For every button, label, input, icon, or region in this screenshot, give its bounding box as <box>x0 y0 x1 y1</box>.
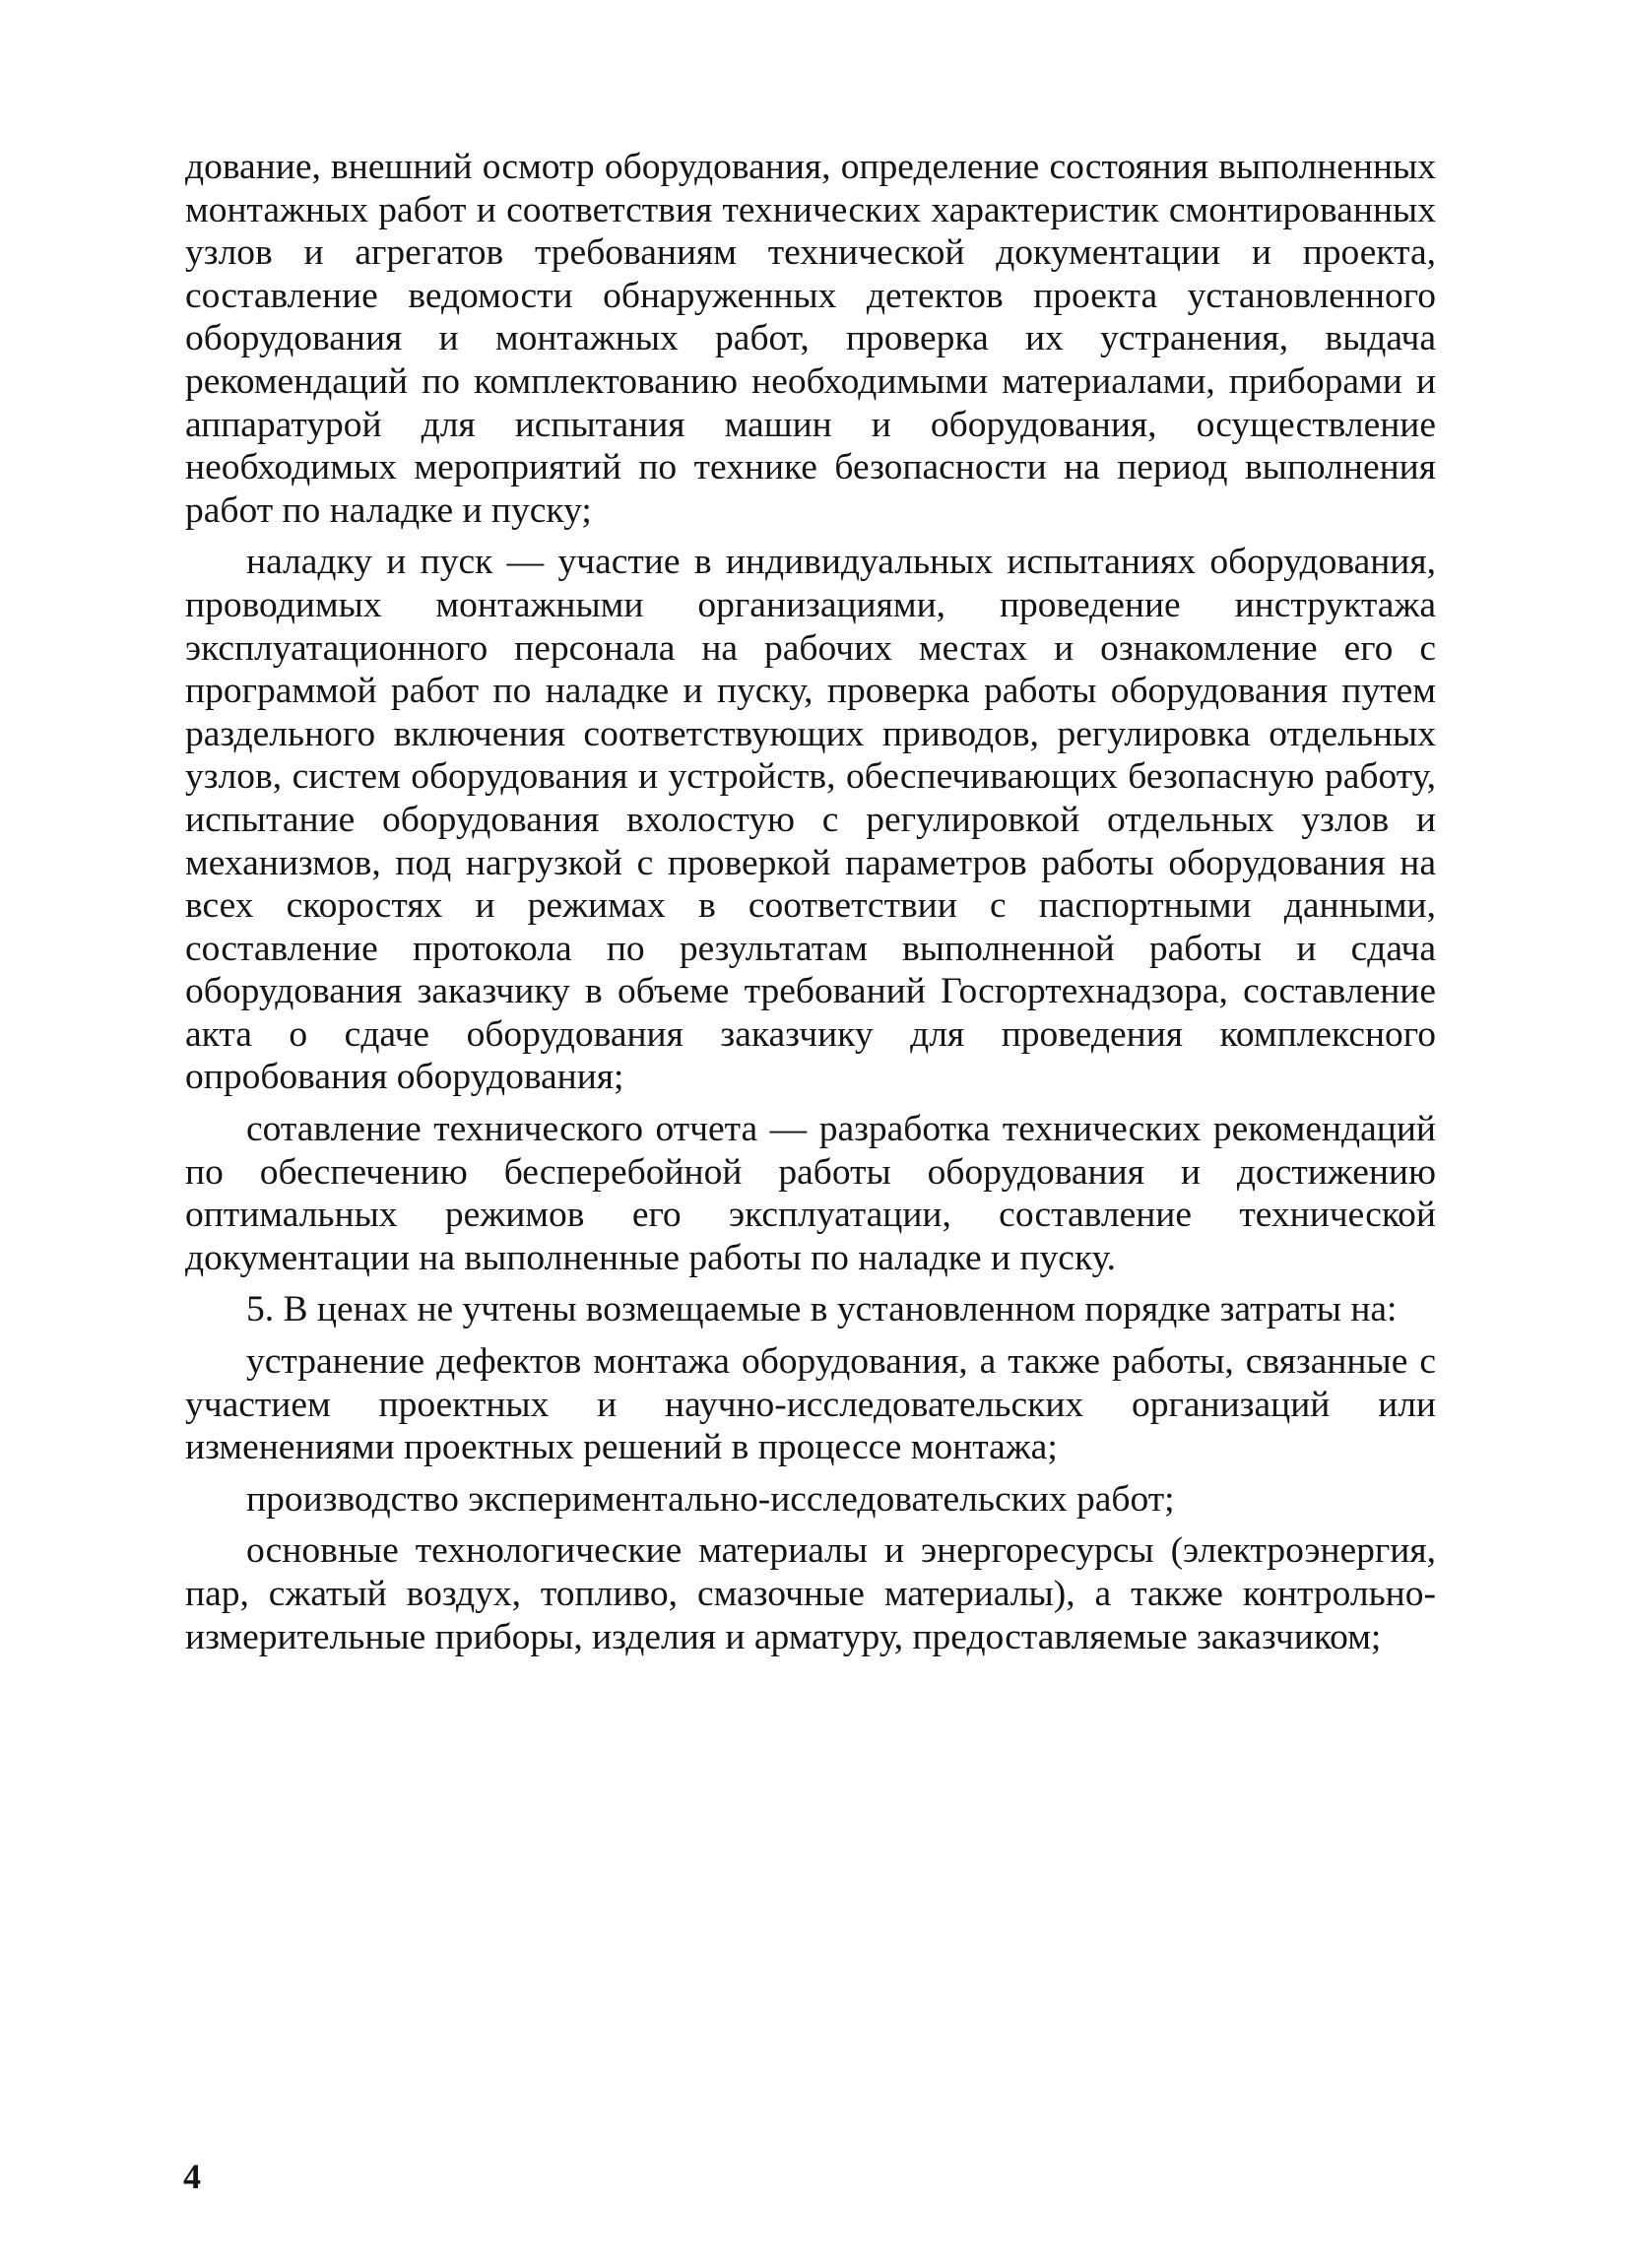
body-text <box>185 146 1436 1658</box>
paragraph-defect-elimination: устранение дефектов монтажа оборудования, а также работы, связанные с участием проектных и научно-исследовательских организаций или изменениями проектных решений в процессе монтажа; <box>185 1341 1436 1468</box>
paragraph-materials-and-energy: основные технологические материалы и энергоресурсы (электроэнергия, пар, сжатый воздух, топливо, смазочные материалы), а также контрольно-измерительные приборы, изделия и арматуру, предоставляемые заказчиком; <box>185 1530 1436 1657</box>
paragraph-setup-and-startup: наладку и пуск — участие в индивидуальных испытаниях оборудования, проводимых монтажными организациями, проведение инструктажа эксплуатационного персонала на рабочих местах и ознакомление его с программой работ по наладке и пуску, проверка работы оборудования путем раздельного включения соответствующих приводов, регулировка отдельных узлов, систем оборудования и устройств, обеспечивающих безопасную работу, испытание оборудования вхолостую с регулировкой отдельных узлов и механизмов, под нагрузкой с проверкой параметров работы оборудования на всех скоростях и режимах в соответствии с паспортными данными, составление протокола по результатам выполненной работы и сдача оборудования заказчику в объеме требований Госгортехнадзора, составление акта о сдаче оборудования заказчику для проведения комплексного опробования оборудования; <box>185 542 1436 1098</box>
paragraph-item-5: 5. В ценах не учтены возмещаемые в установленном порядке затраты на: <box>246 1289 1398 1330</box>
page-number: 4 <box>183 2157 201 2196</box>
paragraph-inspection-continued: дование, внешний осмотр оборудования, определение состояния выполненных монтажных работ и соответствия технических характеристик смонтированных узлов и агрегатов требованиям технической документации и проекта, составление ведомости обнаруженных детектов проекта установленного оборудования и монтажных работ, проверка их устранения, выдача рекомендаций по комплектованию необходимыми материалами, приборами и аппаратурой для испытания машин и оборудования, осуществление необходимых мероприятий по технике безопасности на период выполнения работ по наладке и пуску; <box>185 147 1436 531</box>
paragraph-experimental-works: производство экспериментально-исследовательских работ; <box>246 1478 1175 1520</box>
paragraph-technical-report: сотавление технического отчета — разработка технических рекомендаций по обеспечению бесперебойной работы оборудования и достижению оптимальных режимов его эксплуатации, составление технической документации на выполненные работы по наладке и пуску. <box>185 1109 1436 1278</box>
